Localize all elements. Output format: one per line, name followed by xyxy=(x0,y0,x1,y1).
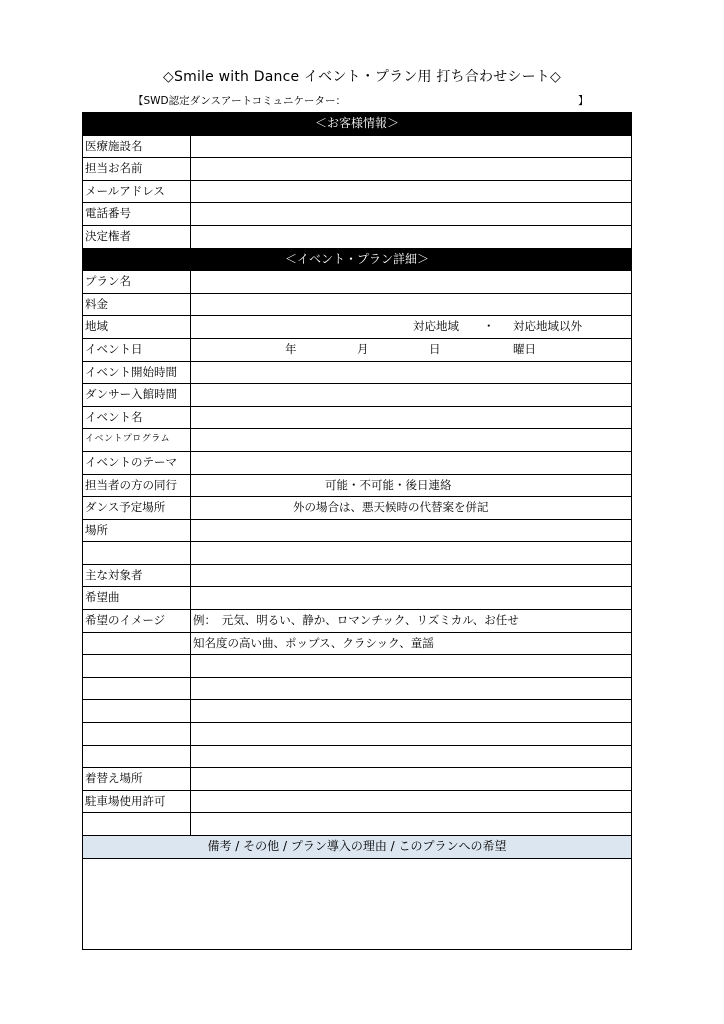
field-changing-room[interactable] xyxy=(191,768,631,790)
label-fee: 料金 xyxy=(83,294,191,316)
row-venue-planned xyxy=(83,497,631,520)
customer-section-header: ＜お客様情報＞ xyxy=(83,113,631,136)
field-place[interactable] xyxy=(191,520,631,542)
row-place xyxy=(83,520,631,543)
notes-area[interactable] xyxy=(83,859,631,949)
row-plan-name xyxy=(83,271,631,294)
row-facility-name xyxy=(83,136,631,159)
row-decision-maker xyxy=(83,226,631,249)
option-separator: ・ xyxy=(483,319,495,334)
row-start-time xyxy=(83,362,631,385)
field-contact-name[interactable] xyxy=(191,158,631,180)
label-dancer-arrival: ダンサー入館時間 xyxy=(83,384,191,406)
row-empty-5 xyxy=(83,746,631,769)
label-image-2 xyxy=(83,633,191,655)
field-decision-maker[interactable] xyxy=(191,226,631,248)
communicator-close: 】 xyxy=(578,95,589,107)
label-empty-6 xyxy=(83,813,191,835)
row-accompany xyxy=(83,475,631,498)
label-contact-name: 担当お名前 xyxy=(83,158,191,180)
communicator-label: 【SWD認定ダンスアートコミュニケーター： xyxy=(133,95,346,107)
field-image[interactable] xyxy=(191,610,631,632)
label-parking: 駐車場使用許可 xyxy=(83,791,191,813)
row-empty-6 xyxy=(83,813,631,836)
row-blank xyxy=(83,542,631,565)
field-area[interactable] xyxy=(191,316,631,338)
row-contact-name xyxy=(83,158,631,181)
row-phone xyxy=(83,203,631,226)
row-song xyxy=(83,587,631,610)
label-accompany: 担当者の方の同行 xyxy=(83,475,191,497)
label-facility-name: 医療施設名 xyxy=(83,136,191,158)
label-empty-2 xyxy=(83,678,191,700)
field-empty-3[interactable] xyxy=(191,700,631,722)
label-changing-room: 着替え場所 xyxy=(83,768,191,790)
unit-day: 日 xyxy=(429,341,441,356)
field-plan-name[interactable] xyxy=(191,271,631,293)
row-image xyxy=(83,610,631,633)
field-empty-6[interactable] xyxy=(191,813,631,835)
label-audience: 主な対象者 xyxy=(83,565,191,587)
field-dancer-arrival[interactable] xyxy=(191,384,631,406)
label-area: 地域 xyxy=(83,316,191,338)
field-audience[interactable] xyxy=(191,565,631,587)
label-email: メールアドレス xyxy=(83,181,191,203)
label-blank xyxy=(83,542,191,564)
label-song: 希望曲 xyxy=(83,587,191,609)
unit-month: 月 xyxy=(357,341,369,356)
row-area xyxy=(83,316,631,339)
field-song[interactable] xyxy=(191,587,631,609)
label-empty-1 xyxy=(83,655,191,677)
image-example: 例： 元気、明るい、静か、ロマンチック、リズミカル、お任せ xyxy=(193,613,519,628)
label-place: 場所 xyxy=(83,520,191,542)
field-fee[interactable] xyxy=(191,294,631,316)
row-program xyxy=(83,429,631,452)
field-blank[interactable] xyxy=(191,542,631,564)
row-changing-room xyxy=(83,768,631,791)
field-start-time[interactable] xyxy=(191,362,631,384)
field-venue-planned[interactable] xyxy=(191,497,631,519)
row-empty-4 xyxy=(83,723,631,746)
label-empty-5 xyxy=(83,746,191,768)
label-start-time: イベント開始時間 xyxy=(83,362,191,384)
field-program[interactable] xyxy=(191,429,631,451)
label-decision-maker: 決定権者 xyxy=(83,226,191,248)
row-email xyxy=(83,181,631,204)
image-example-2: 知名度の高い曲、ポップス、クラシック、童謡 xyxy=(193,635,434,650)
field-email[interactable] xyxy=(191,181,631,203)
label-event-name: イベント名 xyxy=(83,407,191,429)
row-empty-3 xyxy=(83,700,631,723)
field-phone[interactable] xyxy=(191,203,631,225)
label-empty-3 xyxy=(83,700,191,722)
row-empty-2 xyxy=(83,678,631,701)
label-image: 希望のイメージ xyxy=(83,610,191,632)
label-program: イベントプログラム xyxy=(83,429,191,451)
page-title: ◇Smile with Dance イベント・プラン用 打ち合わせシート◇ xyxy=(163,69,561,85)
row-empty-1 xyxy=(83,655,631,678)
venue-note: 外の場合は、悪天候時の代替案を併記 xyxy=(293,500,489,515)
row-theme xyxy=(83,452,631,475)
field-empty-1[interactable] xyxy=(191,655,631,677)
label-empty-4 xyxy=(83,723,191,745)
field-event-date[interactable] xyxy=(191,339,631,361)
label-theme: イベントのテーマ xyxy=(83,452,191,474)
option-area-in: 対応地域 xyxy=(413,319,459,334)
label-venue-planned: ダンス予定場所 xyxy=(83,497,191,519)
field-empty-4[interactable] xyxy=(191,723,631,745)
event-section-header: ＜イベント・プラン詳細＞ xyxy=(83,249,631,272)
field-accompany[interactable] xyxy=(191,475,631,497)
row-event-name xyxy=(83,407,631,430)
field-event-name[interactable] xyxy=(191,407,631,429)
row-image-2 xyxy=(83,633,631,656)
meeting-sheet xyxy=(82,112,632,950)
field-empty-2[interactable] xyxy=(191,678,631,700)
accompany-options: 可能・不可能・後日連絡 xyxy=(325,477,452,492)
unit-year: 年 xyxy=(285,341,297,356)
field-image-2[interactable] xyxy=(191,633,631,655)
row-parking xyxy=(83,791,631,814)
notes-section-header: 備考 / その他 / プラン導入の理由 / このプランへの希望 xyxy=(83,836,631,859)
row-event-date xyxy=(83,339,631,362)
row-dancer-arrival xyxy=(83,384,631,407)
field-theme[interactable] xyxy=(191,452,631,474)
option-area-out: 対応地域以外 xyxy=(513,319,582,334)
unit-weekday: 曜日 xyxy=(513,341,536,356)
field-facility-name[interactable] xyxy=(191,136,631,158)
row-fee xyxy=(83,294,631,317)
field-parking[interactable] xyxy=(191,791,631,813)
row-audience xyxy=(83,565,631,588)
field-empty-5[interactable] xyxy=(191,746,631,768)
label-plan-name: プラン名 xyxy=(83,271,191,293)
label-event-date: イベント日 xyxy=(83,339,191,361)
label-phone: 電話番号 xyxy=(83,203,191,225)
